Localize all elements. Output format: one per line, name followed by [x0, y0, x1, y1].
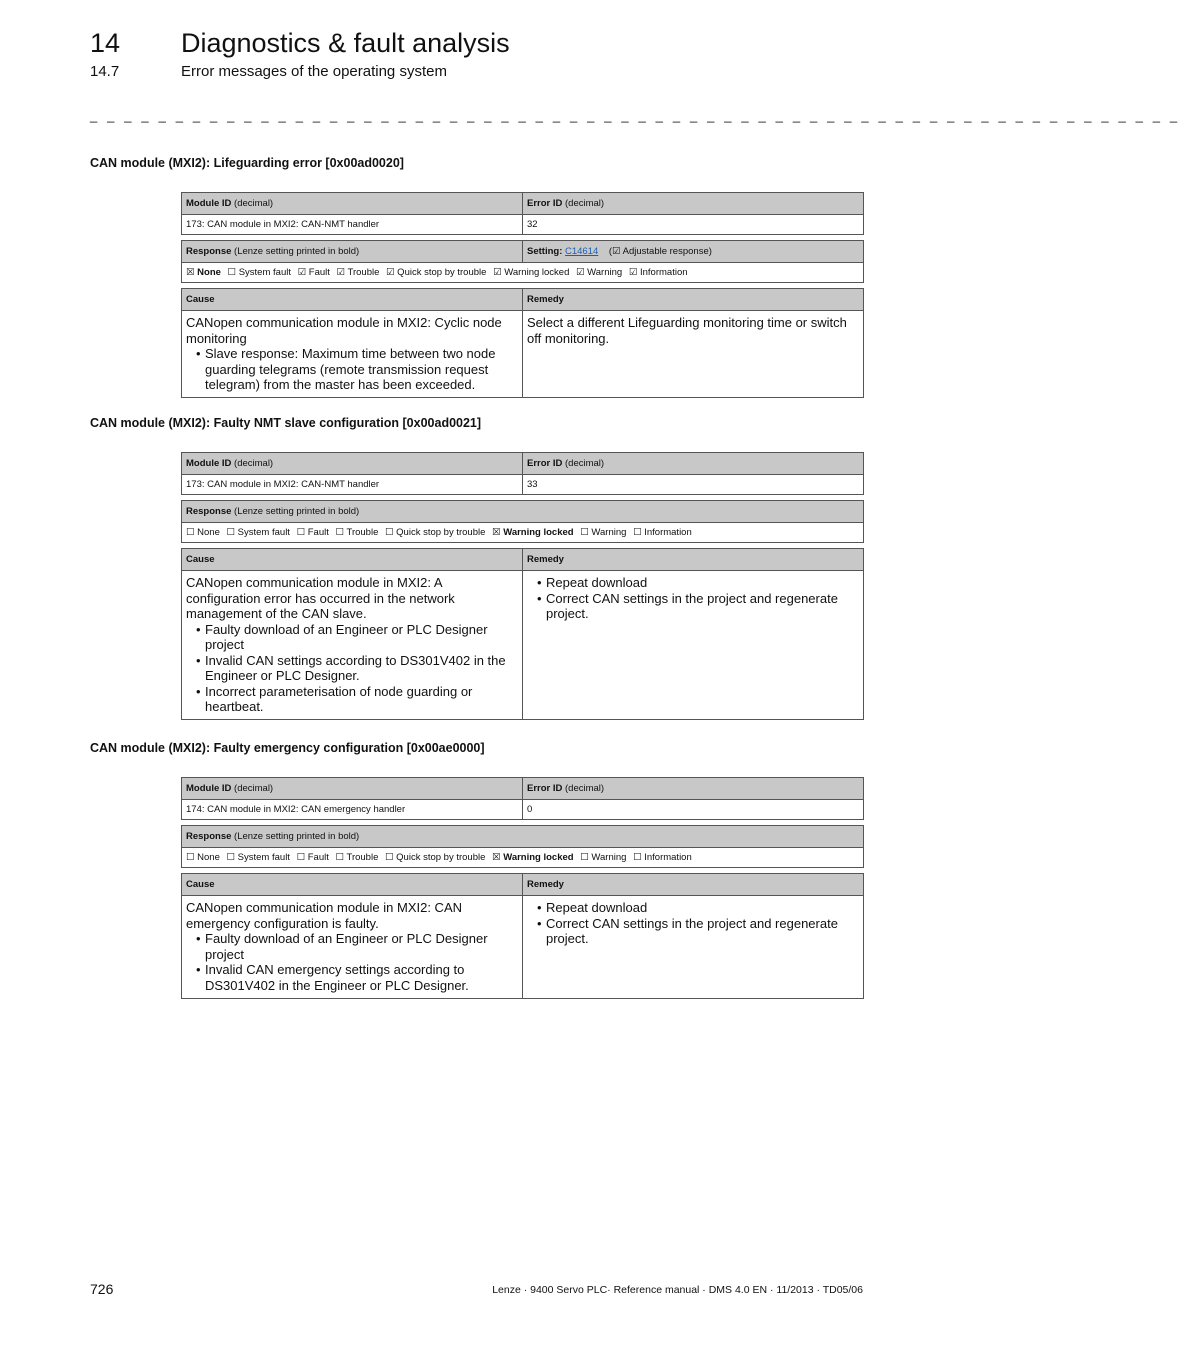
cause-cell — [182, 571, 523, 720]
response-option: ☐ System fault — [227, 267, 291, 278]
error-id-header: Error ID (decimal) — [523, 193, 864, 215]
response-option: ☑ Trouble — [336, 267, 380, 278]
response-option: ☐ Fault — [296, 527, 329, 538]
setting-note: (☑ Adjustable response) — [608, 246, 712, 257]
response-options — [182, 848, 864, 868]
error-id-value: 33 — [523, 475, 864, 495]
remedy-cell — [523, 571, 864, 720]
cause-header: Cause — [182, 549, 523, 571]
remedy-text: Select a different Lifeguarding monitoring time or switch off monitoring. — [527, 315, 847, 346]
response-option: ☑ Quick stop by trouble — [386, 267, 487, 278]
module-id-header: Module ID (decimal) — [182, 778, 523, 800]
cause-header: Cause — [182, 289, 523, 311]
list-item: • Repeat download — [546, 900, 859, 916]
error-block — [181, 192, 864, 398]
list-item: • Invalid CAN emergency settings according to DS301V402 in the Engineer or PLC Designer. — [205, 962, 518, 993]
response-option: ☒ Warning locked — [492, 852, 574, 863]
response-option: ☐ None — [186, 527, 220, 538]
id-table — [181, 192, 864, 235]
list-item: • Incorrect parameterisation of node guarding or heartbeat. — [205, 684, 518, 715]
error-id-header: Error ID (decimal) — [523, 453, 864, 475]
response-option: ☑ Warning — [576, 267, 623, 278]
response-option: ☐ Warning — [580, 527, 627, 538]
cause-list — [186, 346, 518, 393]
response-options — [182, 523, 864, 543]
response-table — [181, 240, 864, 283]
chapter-title: Diagnostics & fault analysis — [181, 28, 510, 58]
section-number: 14.7 — [90, 63, 120, 80]
response-option: ☐ Information — [633, 527, 692, 538]
response-option: ☐ Quick stop by trouble — [385, 527, 486, 538]
response-table — [181, 825, 864, 868]
response-option: ☑ Information — [628, 267, 688, 278]
module-id-value: 173: CAN module in MXI2: CAN-NMT handler — [182, 215, 523, 235]
cause-text: CANopen communication module in MXI2: A configuration error has occurred in the network management of the CAN slave. — [186, 575, 455, 621]
response-table — [181, 500, 864, 543]
cause-cell — [182, 896, 523, 999]
list-item: • Slave response: Maximum time between two node guarding telegrams (remote transmission request telegram) from the master has been exceeded. — [205, 346, 518, 393]
publication-info: Lenze · 9400 Servo PLC· Reference manual · DMS 4.0 EN · 11/2013 · TD05/06 — [492, 1284, 863, 1296]
list-item: • Correct CAN settings in the project and regenerate project. — [546, 591, 859, 622]
response-option: ☐ Quick stop by trouble — [385, 852, 486, 863]
header-separator: _ _ _ _ _ _ _ _ _ _ _ _ _ _ _ _ _ _ _ _ _ _ _ _ _ _ _ _ _ _ _ _ _ _ _ _ _ _ _ _ _ _ _ _ _ _ _ _ _ _ _ _ _ _ _ _ _ _ _ _ _ _ _ _ — [90, 108, 1180, 123]
response-option: ☐ Trouble — [335, 527, 379, 538]
cause-list — [186, 931, 518, 993]
module-id-value: 173: CAN module in MXI2: CAN-NMT handler — [182, 475, 523, 495]
list-item: • Repeat download — [546, 575, 859, 591]
response-option: ☑ Warning locked — [493, 267, 570, 278]
list-item: • Correct CAN settings in the project and regenerate project. — [546, 916, 859, 947]
page-number: 726 — [90, 1281, 114, 1297]
remedy-cell — [523, 311, 864, 398]
response-option: ☐ Information — [633, 852, 692, 863]
cause-remedy-table — [181, 548, 864, 720]
section-title: Error messages of the operating system — [181, 63, 447, 80]
remedy-header: Remedy — [523, 874, 864, 896]
error-id-value: 0 — [523, 800, 864, 820]
error-block — [181, 452, 864, 720]
cause-text: CANopen communication module in MXI2: CAN emergency configuration is faulty. — [186, 900, 463, 931]
cause-remedy-table — [181, 288, 864, 398]
error-block — [181, 777, 864, 999]
cause-header: Cause — [182, 874, 523, 896]
section-heading: CAN module (MXI2): Lifeguarding error [0x00ad0020] — [90, 156, 404, 170]
module-id-header: Module ID (decimal) — [182, 193, 523, 215]
remedy-cell — [523, 896, 864, 999]
remedy-list — [527, 900, 859, 947]
response-option: ☐ Trouble — [335, 852, 379, 863]
chapter-number: 14 — [90, 28, 121, 58]
module-id-value: 174: CAN module in MXI2: CAN emergency handler — [182, 800, 523, 820]
remedy-list — [527, 575, 859, 622]
section-heading: CAN module (MXI2): Faulty NMT slave configuration [0x00ad0021] — [90, 416, 482, 430]
response-option: ☒ Warning locked — [492, 527, 574, 538]
list-item: • Faulty download of an Engineer or PLC Designer project — [205, 931, 518, 962]
setting-link[interactable]: C14614 — [565, 246, 599, 257]
cause-list — [186, 622, 518, 715]
response-option: ☐ Fault — [296, 852, 329, 863]
response-header: Response (Lenze setting printed in bold) — [182, 826, 864, 848]
response-option: ☐ None — [186, 852, 220, 863]
response-header: Response (Lenze setting printed in bold) — [182, 241, 523, 263]
list-item: • Faulty download of an Engineer or PLC Designer project — [205, 622, 518, 653]
module-id-header: Module ID (decimal) — [182, 453, 523, 475]
cause-cell — [182, 311, 523, 398]
response-option: ☑ Fault — [297, 267, 330, 278]
id-table — [181, 777, 864, 820]
cause-text: CANopen communication module in MXI2: Cyclic node monitoring — [186, 315, 502, 346]
response-option: ☐ System fault — [226, 527, 290, 538]
response-options — [182, 263, 864, 283]
response-header: Response (Lenze setting printed in bold) — [182, 501, 864, 523]
section-heading: CAN module (MXI2): Faulty emergency configuration [0x00ae0000] — [90, 741, 485, 755]
remedy-header: Remedy — [523, 289, 864, 311]
cause-remedy-table — [181, 873, 864, 999]
response-option: ☐ Warning — [580, 852, 627, 863]
error-id-value: 32 — [523, 215, 864, 235]
response-option: ☒ None — [186, 267, 221, 278]
id-table — [181, 452, 864, 495]
remedy-header: Remedy — [523, 549, 864, 571]
list-item: • Invalid CAN settings according to DS301V402 in the Engineer or PLC Designer. — [205, 653, 518, 684]
error-id-header: Error ID (decimal) — [523, 778, 864, 800]
response-option: ☐ System fault — [226, 852, 290, 863]
setting-header: Setting: C14614 (☑ Adjustable response) — [523, 241, 864, 263]
